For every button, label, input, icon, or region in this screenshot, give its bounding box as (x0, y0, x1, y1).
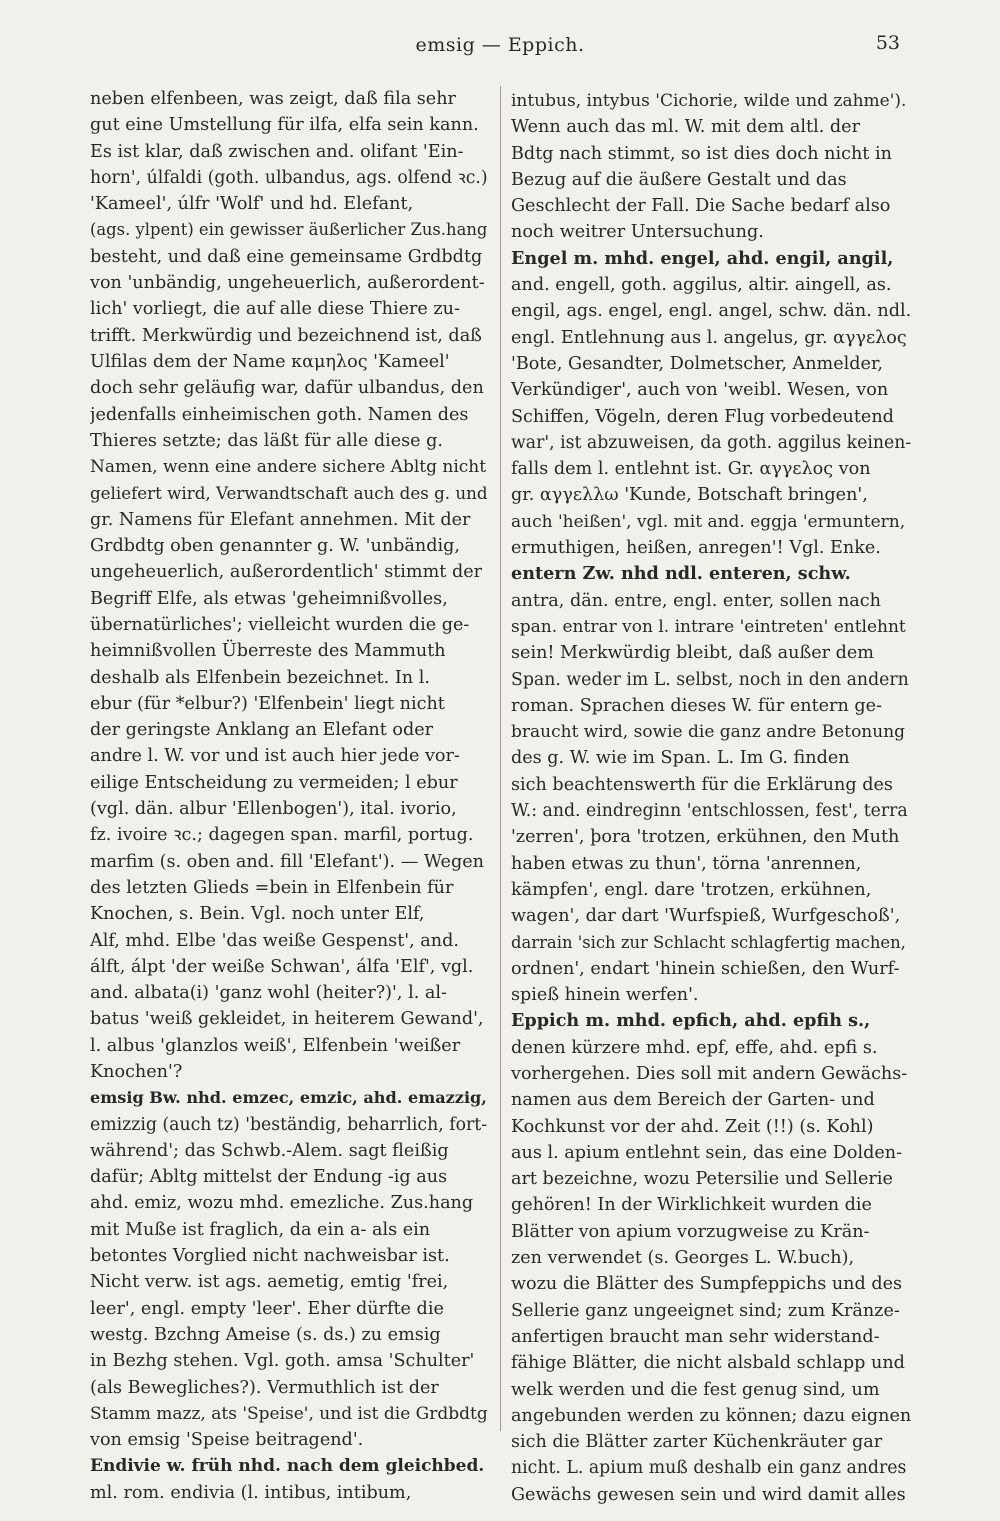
text-line: in Bezhg stehen. Vgl. goth. amsa 'Schulter' (90, 1351, 475, 1372)
text-line: wozu die Blätter des Sumpfeppichs und des (511, 1274, 903, 1295)
text-line: übernatürliches'; vielleicht wurden die ge- (90, 614, 470, 635)
text-line: andre l. W. vor und ist auch hier jede vor- (90, 746, 460, 767)
text-line: engil, ags. engel, engl. angel, schw. dän. ndl. (511, 301, 911, 322)
text-line: Blätter von apium vorzugweise zu Krän- (511, 1221, 870, 1242)
text-line: jedenfalls einheimischen goth. Namen des (90, 404, 469, 425)
text-line: darrain 'sich zur Schlacht schlagfertig machen, (511, 932, 906, 952)
text-line: Ulfilas dem der Name καμηλος 'Kameel' (90, 351, 450, 372)
text-line: eilige Entscheidung zu vermeiden; l ebur (90, 772, 458, 793)
text-line: antra, dän. entre, engl. enter, sollen nach (511, 590, 881, 611)
text-line: auch 'heißen', vgl. mit and. eggja 'ermuntern, (511, 511, 906, 532)
text-line: Verkündiger', auch von 'weibl. Wesen, von (511, 380, 889, 401)
text-line: geliefert wird, Verwandtschaft auch des g. und (90, 483, 488, 504)
text-line: besteht, und daß eine gemeinsame Grdbdtg (90, 246, 483, 267)
text-line: Knochen, s. Bein. Vgl. noch unter Elf, (90, 904, 425, 925)
text-line: doch sehr geläufig war, dafür ulbandus, den (90, 378, 484, 399)
text-line: kämpfen', engl. dare 'trotzen, erkühnen, (511, 879, 872, 900)
text-line: Grdbdtg oben genannter g. W. 'unbändig, (90, 536, 460, 557)
text-line: Sellerie ganz ungeeignet sind; zum Kränze- (511, 1300, 900, 1321)
text-line: ml. rom. endivia (l. intibus, intibum, (90, 1482, 412, 1503)
text-line: engl. Entlehnung aus l. angelus, gr. αγγελος (511, 327, 907, 348)
text-line: aus l. apium entlehnt sein, das eine Dolden- (511, 1142, 903, 1163)
text-line: betontes Vorglied nicht nachweisbar ist. (90, 1246, 450, 1267)
text-line: welk werden und die fest genug sind, um (511, 1379, 880, 1400)
text-line: haben etwas zu thun', törna 'anrennen, (511, 853, 862, 874)
text-line: sein! Merkwürdig bleibt, daß außer dem (511, 643, 874, 664)
text-line: während'; das Schwb.-Alem. sagt fleißig (90, 1140, 449, 1161)
text-line: denen kürzere mhd. epf, effe, ahd. epfi s. (511, 1037, 878, 1058)
text-line: namen aus dem Bereich der Garten- und (511, 1090, 875, 1111)
text-line: lich' vorliegt, die auf alle diese Thiere zu- (90, 299, 460, 320)
left-column (90, 86, 490, 1506)
text-line: der geringste Anklang an Elefant oder (90, 720, 434, 741)
text-line: emsig Bw. nhd. emzec, emzic, ahd. emazzig, (90, 1088, 487, 1108)
text-line: deshalb als Elfenbein bezeichnet. In l. (90, 667, 430, 688)
text-line: sich beachtenswerth für die Erklärung des (511, 774, 893, 795)
text-line: Namen, wenn eine andere sichere Abltg nicht (90, 457, 487, 478)
page-number: 53 (875, 32, 900, 54)
text-line: sich die Blätter zarter Küchenkräuter gar (511, 1432, 883, 1453)
text-line: emizzig (auch tz) 'beständig, beharrlich, fort- (90, 1114, 488, 1135)
text-line: neben elfenbeen, was zeigt, daß fila sehr (90, 89, 456, 109)
text-line: intubus, intybus 'Cichorie, wilde und zahme'). (511, 91, 907, 111)
text-line: gut eine Umstellung für ilfa, elfa sein kann. (90, 115, 479, 136)
text-line: (vgl. dän. albur 'Ellenbogen'), ital. ivorio, (90, 799, 457, 820)
text-line: 'Bote, Gesandter, Dolmetscher, Anmelder, (511, 353, 884, 374)
text-line: trifft. Merkwürdig und bezeichnend ist, daß (90, 325, 482, 346)
text-line: vorhergehen. Dies soll mit andern Gewächs- (511, 1063, 908, 1084)
text-line: Span. weder im L. selbst, noch in den andern (511, 669, 909, 690)
text-line: Stamm mazz, ats 'Speise', und ist die Grdbdtg (90, 1403, 488, 1424)
text-line: von emsig 'Speise beitragend'. (90, 1430, 364, 1451)
text-line: ungeheuerlich, außerordentlich' stimmt der (90, 562, 483, 583)
text-line: Engel m. mhd. engel, ahd. engil, angil, (511, 247, 894, 269)
text-line: ahd. emiz, wozu mhd. emezliche. Zus.hang (90, 1193, 474, 1214)
text-line: and. engell, goth. aggilus, altir. aingell, as. (511, 275, 892, 296)
text-line: wagen', dar dart 'Wurfspieß, Wurfgeschoß', (511, 906, 901, 927)
text-line: des letzten Glieds =bein in Elfenbein für (90, 877, 454, 898)
text-line: gehören! In der Wirklichkeit wurden die (511, 1195, 872, 1216)
text-line: von 'unbändig, ungeheuerlich, außerordent- (90, 273, 485, 294)
text-line: Bezug auf die äußere Gestalt und das (511, 169, 847, 190)
text-line: braucht wird, sowie die ganz andre Betonung (511, 722, 906, 743)
text-line: fz. ivoire ꝛc.; dagegen span. marfil, portug. (90, 825, 474, 846)
text-line: álft, álpt 'der weiße Schwan', álfa 'Elf', vgl. (90, 956, 474, 977)
text-line: 'Kameel', úlfr 'Wolf' und hd. Elefant, (90, 194, 414, 215)
column-divider (500, 86, 501, 1431)
text-line: horn', úlfaldi (goth. ulbandus, ags. olfend ꝛc.) (90, 167, 488, 188)
text-line: war', ist abzuweisen, da goth. aggilus keinen- (511, 432, 911, 453)
text-line: spieß hinein werfen'. (511, 985, 699, 1006)
text-line: Begriff Elfe, als etwas 'geheimnißvolles, (90, 588, 448, 609)
text-line: nicht. L. apium muß deshalb ein ganz andres (511, 1458, 907, 1479)
text-line: 'zerren', þora 'trotzen, erkühnen, den Muth (511, 827, 900, 848)
text-line: Es ist klar, daß zwischen and. olifant 'Ein- (90, 141, 464, 162)
text-line: zen verwendet (s. Georges L. W.buch), (511, 1248, 855, 1269)
text-line: entern Zw. nhd ndl. enteren, schw. (511, 563, 851, 585)
text-line: (als Bewegliches?). Vermuthlich ist der (90, 1377, 439, 1398)
text-line: leer', engl. empty 'leer'. Eher dürfte die (90, 1298, 444, 1319)
text-line: span. entrar von l. intrare 'eintreten' entlehnt (511, 616, 906, 637)
text-line: Thieres setzte; das läßt für alle diese g. (90, 430, 444, 451)
text-line: Bdtg nach stimmt, so ist dies doch nicht in (511, 143, 892, 164)
text-line: noch weitrer Untersuchung. (511, 222, 764, 243)
text-line: Geschlecht der Fall. Die Sache bedarf also (511, 196, 891, 217)
running-head: emsig — Eppich. (415, 34, 585, 56)
text-line: Schiffen, Vögeln, deren Flug vorbedeutend (511, 406, 894, 427)
text-line: westg. Bzchng Ameise (s. ds.) zu emsig (90, 1324, 441, 1345)
text-line: Alf, mhd. Elbe 'das weiße Gespenst', and. (90, 930, 459, 951)
text-line: gr. αγγελλω 'Kunde, Botschaft bringen', (511, 485, 868, 506)
text-line: falls dem l. entlehnt ist. Gr. αγγελος von (511, 459, 871, 480)
text-line: Endivie w. früh nhd. nach dem gleichbed. (90, 1456, 485, 1477)
text-line: des g. W. wie im Span. L. Im G. finden (511, 748, 850, 769)
text-line: anfertigen braucht man sehr widerstand- (511, 1326, 880, 1347)
text-line: l. albus 'glanzlos weiß', Elfenbein 'weißer (90, 1035, 461, 1056)
text-line: ermuthigen, heißen, anregen'! Vgl. Enke. (511, 538, 881, 559)
text-line: mit Muße ist fraglich, da ein a- als ein (90, 1219, 431, 1240)
text-line: Nicht verw. ist ags. aemetig, emtig 'frei, (90, 1272, 449, 1293)
text-line: angebunden werden zu können; dazu eignen (511, 1405, 911, 1426)
text-line: Knochen'? (90, 1061, 183, 1082)
text-line: (ags. ylpent) ein gewisser äußerlicher Zus.hang (90, 220, 488, 240)
text-line: Eppich m. mhd. epfich, ahd. epfih s., (511, 1010, 871, 1032)
right-column (511, 88, 911, 1508)
text-line: fähige Blätter, die nicht alsbald schlapp und (511, 1353, 905, 1374)
text-line: Wenn auch das ml. W. mit dem altl. der (511, 117, 860, 138)
text-line: and. albata(i) 'ganz wohl (heiter?)', l. al- (90, 983, 447, 1004)
text-line: roman. Sprachen dieses W. für entern ge- (511, 695, 883, 716)
text-line: batus 'weiß gekleidet, in heiterem Gewand', (90, 1009, 484, 1030)
text-line: ebur (für *elbur?) 'Elfenbein' liegt nicht (90, 693, 445, 714)
text-line: W.: and. eindreginn 'entschlossen, fest', terra (511, 801, 908, 822)
text-line: Gewächs gewesen sein und wird damit alles (511, 1484, 906, 1505)
text-line: heimnißvollen Überreste des Mammuth (90, 641, 446, 662)
text-line: Kochkunst vor der ahd. Zeit (!!) (s. Kohl) (511, 1116, 874, 1137)
text-line: marfim (s. oben and. fill 'Elefant'). — Wegen (90, 851, 484, 872)
text-line: ordnen', endart 'hinein schießen, den Wurf- (511, 958, 900, 979)
text-line: dafür; Abltg mittelst der Endung -ig aus (90, 1167, 448, 1188)
text-line: art bezeichne, wozu Petersilie und Sellerie (511, 1169, 893, 1190)
text-line: gr. Namens für Elefant annehmen. Mit der (90, 509, 471, 530)
